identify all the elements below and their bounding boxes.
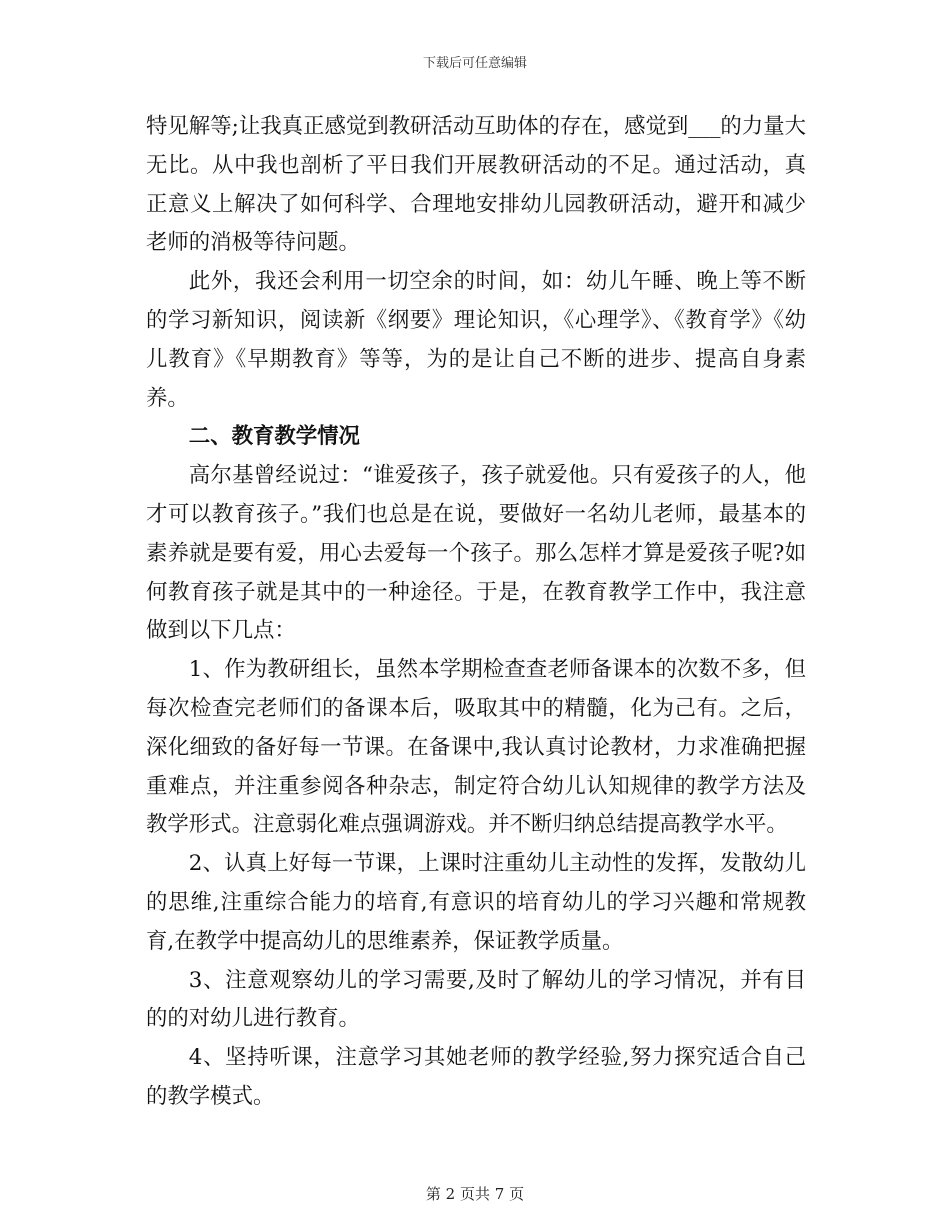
- paragraph-point-2: 2、认真上好每一节课，上课时注重幼儿主动性的发挥，发散幼儿的思维,注重综合能力的培育,有意识的培育幼儿的学习兴趣和常规教育,在教学中提高幼儿的思维素养，保证教学质量。: [146, 851, 806, 954]
- page-header: 下载后可任意编辑: [422, 56, 527, 71]
- paragraph-continuation: 特见解等;让我真正感觉到教研活动互助体的存在，感觉到___的力量大无比。从中我也剖析了平日我们开展教研活动的不足。通过活动，真正意义上解决了如何科学、合理地安排幼儿园教研活动，避开和减少老师的消极等待问题。: [146, 114, 806, 256]
- paragraph-point-4: 4、坚持听课，注意学习其她老师的教学经验,努力探究适合自己的教学模式。: [146, 1045, 806, 1109]
- paragraph-point-1: 1、作为教研组长，虽然本学期检查查老师备课本的次数不多，但每次检查完老师们的备课本后，吸取其中的精髓，化为己有。之后，深化细致的备好每一节课。在备课中,我认真讨论教材，力求准确把握重难点，并注重参阅各种杂志，制定符合幼儿认知规律的教学方法及教学形式。注意弱化难点强调游戏。并不断归纳总结提高教学水平。: [146, 657, 806, 838]
- paragraph-point-3: 3、注意观察幼儿的学习需要,及时了解幼儿的学习情况，并有目的的对幼儿进行教育。: [146, 967, 806, 1032]
- section-heading: 二、教育教学情况: [188, 424, 360, 450]
- paragraph-self-study: 此外，我还会利用一切空余的时间，如：幼儿午睡、晚上等不断的学习新知识，阅读新《纲要》理论知识，《心理学》、《教育学》《幼儿教育》《早期教育》等等，为的是让自己不断的进步、提高自身素养。: [146, 269, 806, 411]
- page-number: 第 2 页共 7 页: [425, 1185, 525, 1203]
- paragraph-gorky-quote: 高尔基曾经说过：“谁爱孩子，孩子就爱他。只有爱孩子的人，他才可以教育孩子。”我们也总是在说，要做好一名幼儿老师，最基本的素养就是要有爱，用心去爱每一个孩子。那么怎样才算是爱孩子呢?如何教育孩子就是其中的一种途径。于是，在教育教学工作中，我注意做到以下几点：: [146, 463, 806, 644]
- document-body: [146, 108, 806, 1117]
